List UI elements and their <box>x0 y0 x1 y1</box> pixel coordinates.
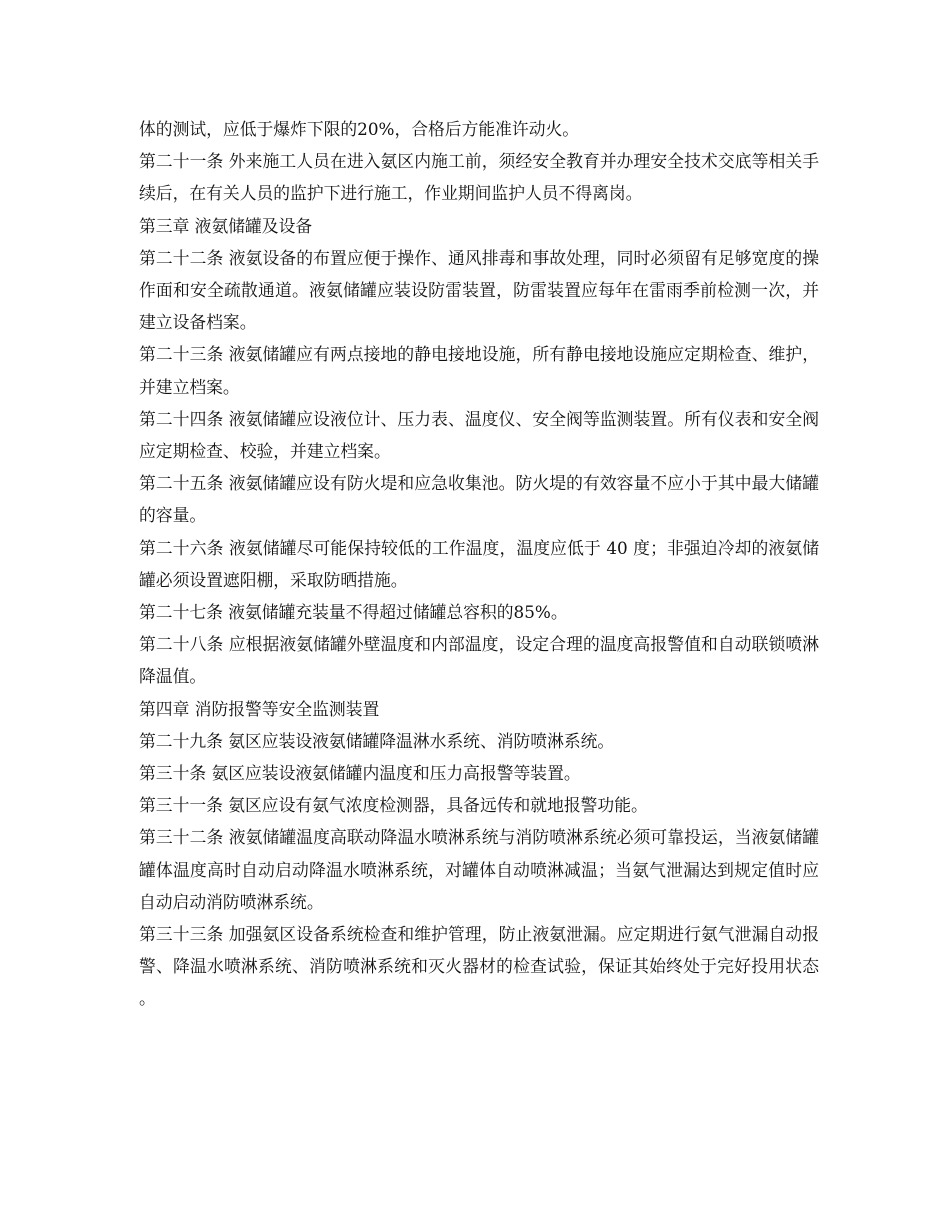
article-25: 第二十五条 液氨储罐应设有防火堤和应急收集池。防火堤的有效容量不应小于其中最大储罐的容量。 <box>139 473 819 526</box>
article-27: 第二十七条 液氨储罐充装量不得超过储罐总容积的85%。 <box>139 602 568 623</box>
article-24: 第二十四条 液氨储罐应设液位计、压力表、温度仪、安全阀等监测装置。所有仪表和安全阀应定期检查、校验，并建立档案。 <box>139 408 819 462</box>
article-21: 第二十一条 外来施工人员在进入氨区内施工前，须经安全教育并办理安全技术交底等相关手续后，在有关人员的监护下进行施工，作业期间监护人员不得离岗。 <box>139 151 819 204</box>
paragraph-continuation: 体的测试，应低于爆炸下限的20%，合格后方能准许动火。 <box>139 119 580 139</box>
article-29: 第二十九条 氨区应装设液氨储罐降温淋水系统、消防喷淋系统。 <box>139 730 615 751</box>
document-body <box>139 113 819 1015</box>
article-22: 第二十二条 液氨设备的布置应便于操作、通风排毒和事故处理，同时必须留有足够宽度的操作面和安全疏散通道。液氨储罐应装设防雷装置，防雷装置应每年在雷雨季前检测一次，并建立设备档案。 <box>139 247 819 333</box>
article-30: 第三十条 氨区应装设液氨储罐内温度和压力高报警等装置。 <box>139 763 581 784</box>
article-26: 第二十六条 液氨储罐尽可能保持较低的工作温度，温度应低于 40 度；非强迫冷却的液氨储罐必须设置遮阳棚，采取防晒措施。 <box>139 537 819 590</box>
article-28: 第二十八条 应根据液氨储罐外壁温度和内部温度，设定合理的温度高报警值和自动联锁喷淋降温值。 <box>139 634 819 687</box>
article-33: 第三十三条 加强氨区设备系统检查和维护管理，防止液氨泄漏。应定期进行氨气泄漏自动报警、降温水喷淋系统、消防喷淋系统和灭火器材的检查试验，保证其始终处于完好投用状态。 <box>139 924 819 1009</box>
chapter-3-heading: 第三章 液氨储罐及设备 <box>139 215 313 236</box>
article-32: 第三十二条 液氨储罐温度高联动降温水喷淋系统与消防喷淋系统必须可靠投运，当液氨储罐罐体温度高时自动启动降温水喷淋系统，对罐体自动喷淋减温；当氨气泄漏达到规定值时应自动启动消防喷淋系统。 <box>139 827 819 912</box>
chapter-4-heading: 第四章 消防报警等安全监测装置 <box>139 698 380 719</box>
article-31: 第三十一条 氨区应设有氨气浓度检测器，具备远传和就地报警功能。 <box>139 795 648 816</box>
article-23: 第二十三条 液氨储罐应有两点接地的静电接地设施，所有静电接地设施应定期检查、维护，并建立档案。 <box>139 344 819 397</box>
